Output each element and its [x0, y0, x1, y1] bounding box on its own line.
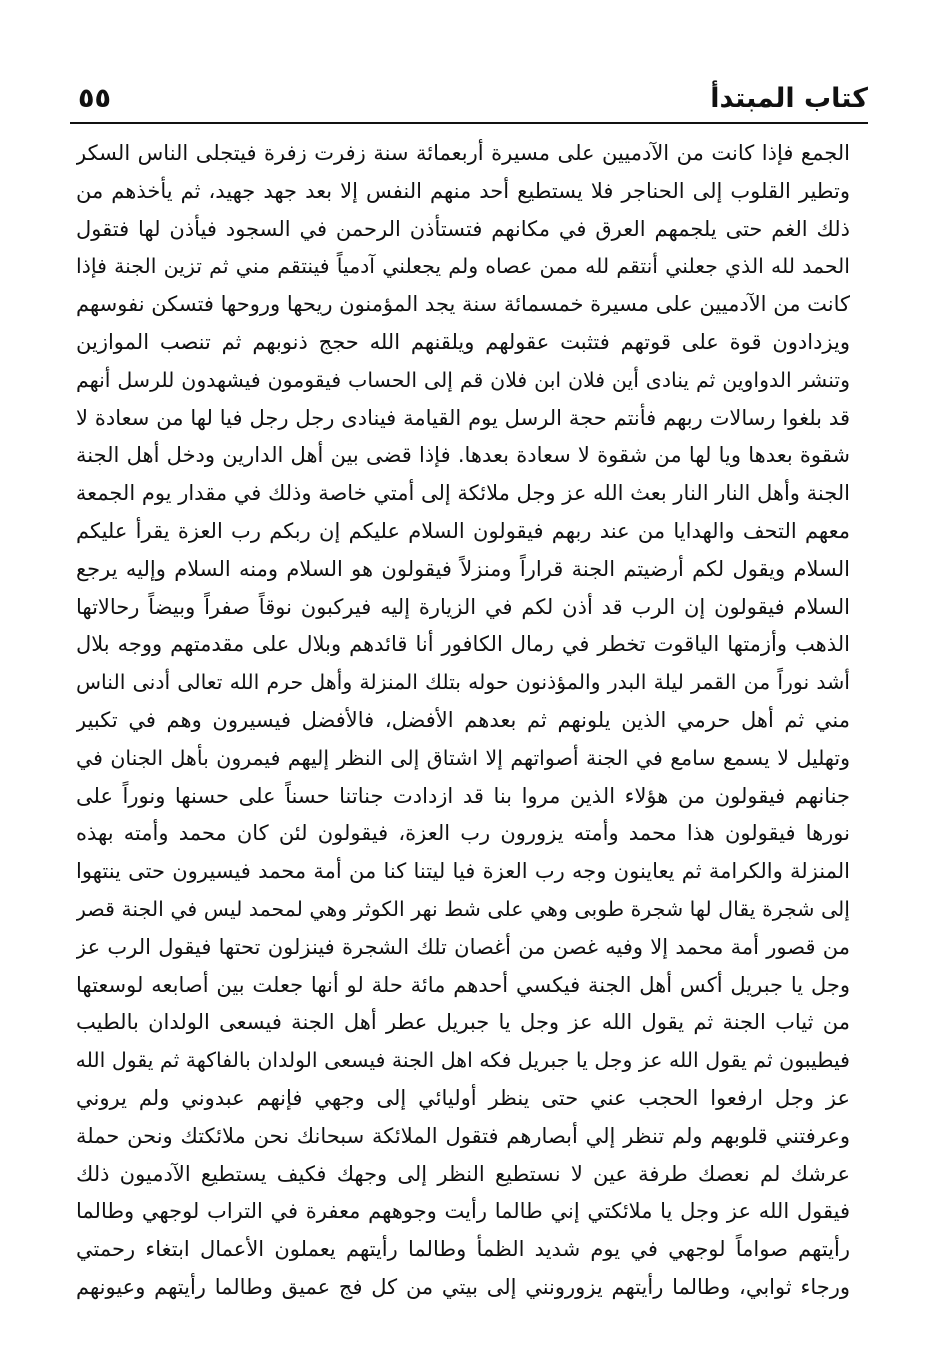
text-line: عرشك لم نعصك طرفة عين لا نستطيع النظر إلى وجهك فكيف يستطيع الآدميون ذلك [76, 1161, 850, 1186]
text-line: وعرفتني قلوبهم ولم تنظر إلي أبصارهم فتقول الملائكة سبحانك نحن ملائكتك ونحن حملة [76, 1123, 850, 1148]
text-line: جنانهم فيقولون من هؤلاء الذين مروا بنا قد ازدادت جناتنا حسناً على حسنها ونوراً على [76, 783, 850, 808]
text-line: شقوة بعدها ويا لها من شقوة لا سعادة بعدها. فإذا قضى بين أهل الدارين ودخل أهل الجنة [76, 443, 850, 468]
text-line: وجل يا جبريل أكس أهل الجنة فيكسي أحدهم مائة حلة لو أنها جعلت بين أصابعه لوسعتها [76, 972, 850, 997]
page-header [78, 74, 868, 124]
text-line: قد بلغوا رسالات ربهم فأنتم حجة الرسل يوم القيامة فينادى رجل رجل فيا لها من سعادة لا [76, 405, 850, 430]
text-line: أشد نوراً من القمر ليلة البدر والمؤذنون حوله بتلك المنزلة وأهل حرم الله تعالى أدنى الناس [76, 670, 850, 695]
page-number: ٥٥ [78, 83, 111, 114]
text-line: السلام فيقولون إن الرب قد أذن لكم في الزيارة إليه فيركبون نوقاً صفراً وبيضاً رحالاتها [76, 594, 850, 619]
text-line: الحمد لله الذي جعلني أنتقم لله ممن عصاه ولم يجعلني آدمياً فينتقم مني ثم تزين الجنة فإذا [76, 254, 850, 279]
running-title: كتاب المبتدأ [710, 83, 868, 114]
text-line: عز وجل ارفعوا الحجب عني حتى ينظر أوليائي إلى وجهي فإنهم عبدوني ولم يروني [76, 1085, 850, 1110]
text-line: السلام ويقول لكم أرضيتم الجنة قراراً ومنزلاً فيقولون هو السلام ومنه السلام وإليه يرجع [76, 556, 850, 581]
header-divider [70, 122, 868, 124]
text-line: ذلك الغم حتى يلجمهم العرق في مكانهم فتستأذن الرحمن في السجود فيأذن لها فتقول [76, 216, 850, 241]
text-line: ورجاء ثوابي، وطالما رأيتهم يزورونني إلى بيتي من كل فج عميق وطالما رأيتهم وعيونهم [76, 1274, 850, 1299]
text-line: مني ثم أهل حرمي الذين يلونهم ثم بعدهم الأفضل، فالأفضل فيسيرون وهم في تكبير [76, 707, 850, 732]
text-line: وتهليل لا يسمع سامع في الجنة أصواتهم إلا اشتاق إلى النظر إليهم فيمرون بأهل الجنان في [76, 745, 850, 770]
body-text [76, 135, 850, 1307]
text-line: وتنشر الدواوين ثم ينادى أين فلان ابن فلان قم إلى الحساب فيقومون فيشهدون للرسل أنهم [76, 367, 850, 392]
text-line: رأيتهم صواماً لوجهي في يوم شديد الظمأ وطالما رأيتهم يعملون الأعمال ابتغاء رحمتي [76, 1237, 850, 1262]
text-line: نورها فيقولون هذا محمد وأمته يزورون رب العزة، فيقولون لئن كان محمد وأمته بهذه [76, 821, 850, 846]
text-line: معهم التحف والهدايا من عند ربهم فيقولون السلام عليكم إن ربكم رب العزة يقرأ عليكم [76, 518, 850, 543]
text-line: ويزدادون قوة على قوتهم فتثبت عقولهم ويلقنهم الله حجج ذنوبهم ثم تنصب الموازين [76, 329, 850, 354]
text-line: المنزلة والكرامة ثم يعاينون وجه رب العزة فيا ليتنا كنا من أمة محمد فيسيرون حتى ينتهوا [76, 859, 850, 884]
text-line: من قصور أمة محمد إلا وفيه غصن من أغصان تلك الشجرة فينزلون تحتها فيقول الرب عز [76, 934, 850, 959]
text-line: من ثياب الجنة ثم يقول الله عز وجل يا جبريل عطر أهل الجنة فيسعى الولدان بالطيب [76, 1010, 850, 1035]
text-line: كانت من الآدميين على مسيرة خمسمائة سنة يجد المؤمنون ريحها وروحها فتسكن نفوسهم [76, 292, 850, 317]
text-line: الذهب وأزمتها الياقوت تخطر في رمال الكافور أنا قائدهم وبلال على مقدمتهم ووجه بلال [76, 632, 850, 657]
text-line: فيقول الله عز وجل يا ملائكتي إني طالما رأيت وجوههم معفرة في التراب لوجهي وطالما [76, 1199, 850, 1224]
text-line: فيطيبون ثم يقول الله عز وجل يا جبريل فكه اهل الجنة فيسعى الولدان بالفاكهة ثم يقول الله [76, 1048, 850, 1073]
text-line: الجنة وأهل النار النار بعث الله عز وجل ملائكة إلى أمتي خاصة وذلك في مقدار يوم الجمعة [76, 481, 850, 506]
text-line: وتطير القلوب إلى الحناجر فلا يستطيع أحد منهم النفس إلا بعد جهد جهيد، ثم يأخذهم من [76, 178, 850, 203]
text-line: إلى شجرة يقال لها شجرة طوبى وهي على شط نهر الكوثر وهي لمحمد ليس في الجنة قصر [76, 896, 850, 921]
text-line: الجمع فإذا كانت من الآدميين على مسيرة أربعمائة سنة زفرت زفرة فيتجلى الناس السكر [76, 141, 850, 165]
